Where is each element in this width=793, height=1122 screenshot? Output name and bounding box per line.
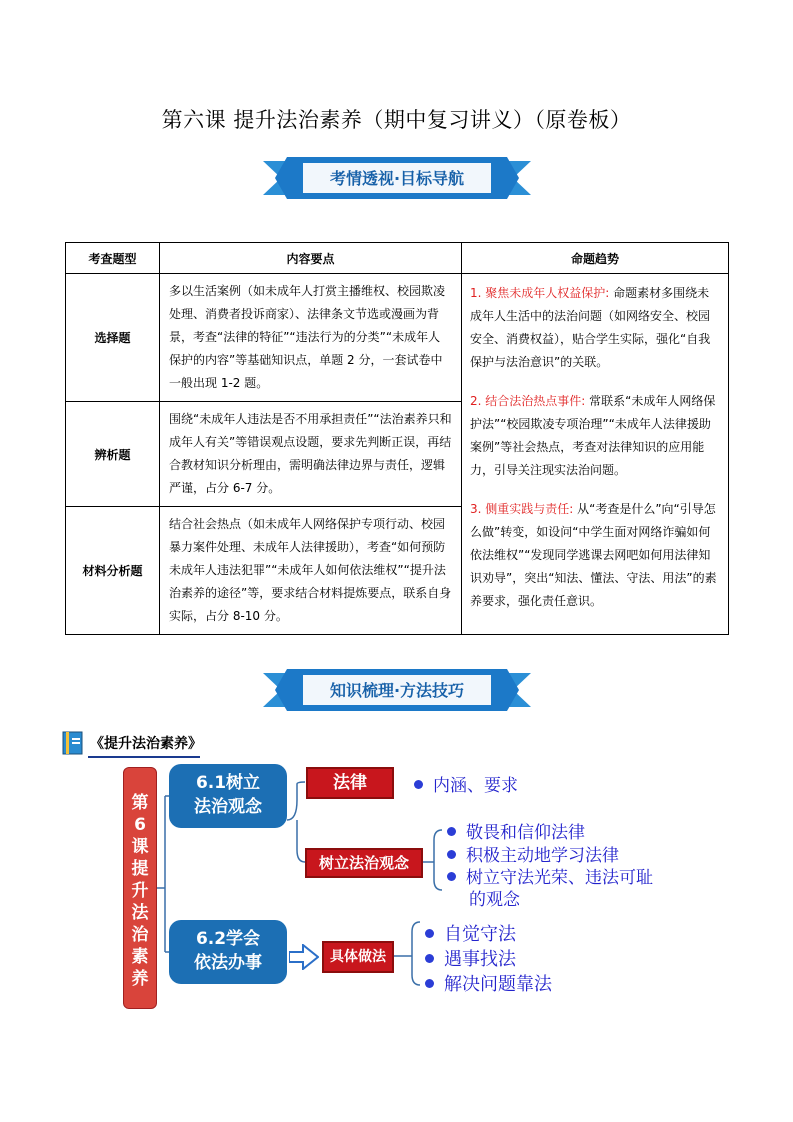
bullet-icon bbox=[447, 872, 456, 881]
establish-point: 敬畏和信仰法律 bbox=[447, 818, 585, 843]
content-points: 结合社会热点（如未成年人网络保护专项行动、校园暴力案件处理、未成年人法律援助），考查“如何预防未成年人违法犯罪”“未成年人如何依法维权”“提升法治素养的途径”等，要求结合材料提炼要点，联系自身实际，占分 8-10 分。 bbox=[160, 507, 462, 635]
trend-head: 3. 侧重实践与责任: bbox=[470, 502, 574, 516]
trend-head: 2. 结合法治热点事件: bbox=[470, 394, 586, 408]
establish-concept-box: 树立法治观念 bbox=[305, 848, 423, 878]
question-type: 材料分析题 bbox=[66, 507, 160, 635]
practice-point: 遇事找法 bbox=[425, 945, 516, 971]
question-type: 选择题 bbox=[66, 274, 160, 402]
lesson-6-1-line1: 6.1树立 bbox=[195, 773, 261, 793]
bullet-icon bbox=[425, 979, 434, 988]
practice-point: 自觉守法 bbox=[425, 920, 516, 946]
bullet-icon bbox=[425, 954, 434, 963]
bullet-icon bbox=[447, 827, 456, 836]
lesson-6-2-line2: 依法办事 bbox=[194, 953, 262, 973]
page-title: 第六课 提升法治素养（期中复习讲义）（原卷板） bbox=[161, 108, 632, 132]
bullet-icon bbox=[447, 850, 456, 859]
law-point: 内涵、要求 bbox=[414, 771, 518, 796]
lesson-6-1-box bbox=[169, 764, 287, 828]
bullet-icon bbox=[414, 780, 423, 789]
banner-title-2: 知识梳理·方法技巧 bbox=[329, 681, 465, 700]
table-header-trend: 命题趋势 bbox=[462, 243, 729, 274]
establish-point-continued: 的观念 bbox=[469, 890, 520, 910]
trend-body: 命题素材多围绕未成年人生活中的法治问题（如网络安全、校园安全、消费权益），贴合学生实际，强化“自我保护与法治意识”的关联。 bbox=[470, 286, 711, 369]
mindmap-section-title: 《提升法治素养》 bbox=[90, 736, 202, 752]
table-header-content: 内容要点 bbox=[160, 243, 462, 274]
lesson-6-2-line1: 6.2学会 bbox=[195, 929, 261, 949]
bullet-icon bbox=[425, 929, 434, 938]
practice-box: 具体做法 bbox=[322, 941, 394, 973]
lesson-6-2-box bbox=[169, 920, 287, 984]
establish-point: 树立守法光荣、违法可耻 bbox=[447, 863, 653, 888]
law-box: 法律 bbox=[306, 767, 394, 799]
content-points: 围绕“未成年人违法是否不用承担责任”“法治素养只和成年人有关”等错误观点设题，要求先判断正误，再结合教材知识分析理由，需明确法律边界与责任，逻辑严谨，占分 6-7 分。 bbox=[160, 402, 462, 507]
content-points: 多以生活案例（如未成年人打赏主播维权、校园欺凌处理、消费者投诉商家）、法律条文节选或漫画为背景，考查“法律的特征”“违法行为的分类”“未成年人保护的内容”等基础知识点，单题 2 分，一套试卷中一般出现 1-2 题。 bbox=[160, 274, 462, 402]
lesson-6-1-line2: 法治观念 bbox=[194, 797, 262, 817]
lesson-spine bbox=[123, 767, 157, 1009]
trend-body: 从“考查是什么”向“引导怎么做”转变，如设问“中学生面对网络诈骗如何依法维权”“发现同学逃课去网吧如何用法律知识劝导”，突出“知法、懂法、守法、用法”的素养要求，强化责任意识。 bbox=[470, 502, 717, 608]
spine-label: 第6课提升法治素养 bbox=[131, 793, 149, 989]
banner-title-1: 考情透视·目标导航 bbox=[329, 169, 465, 188]
trend-body: 常联系“未成年人网络保护法”“校园欺凌专项治理”“未成年人法律援助案例”等社会热点，考查对法律知识的应用能力，引导关注现实法治问题。 bbox=[470, 394, 716, 477]
arrow-right-icon bbox=[289, 944, 319, 970]
trend-head: 1. 聚焦未成年人权益保护: bbox=[470, 286, 610, 300]
question-type: 辨析题 bbox=[66, 402, 160, 507]
practice-point: 解决问题靠法 bbox=[425, 970, 552, 996]
establish-point: 积极主动地学习法律 bbox=[447, 841, 619, 866]
table-header-type: 考查题型 bbox=[66, 243, 160, 274]
